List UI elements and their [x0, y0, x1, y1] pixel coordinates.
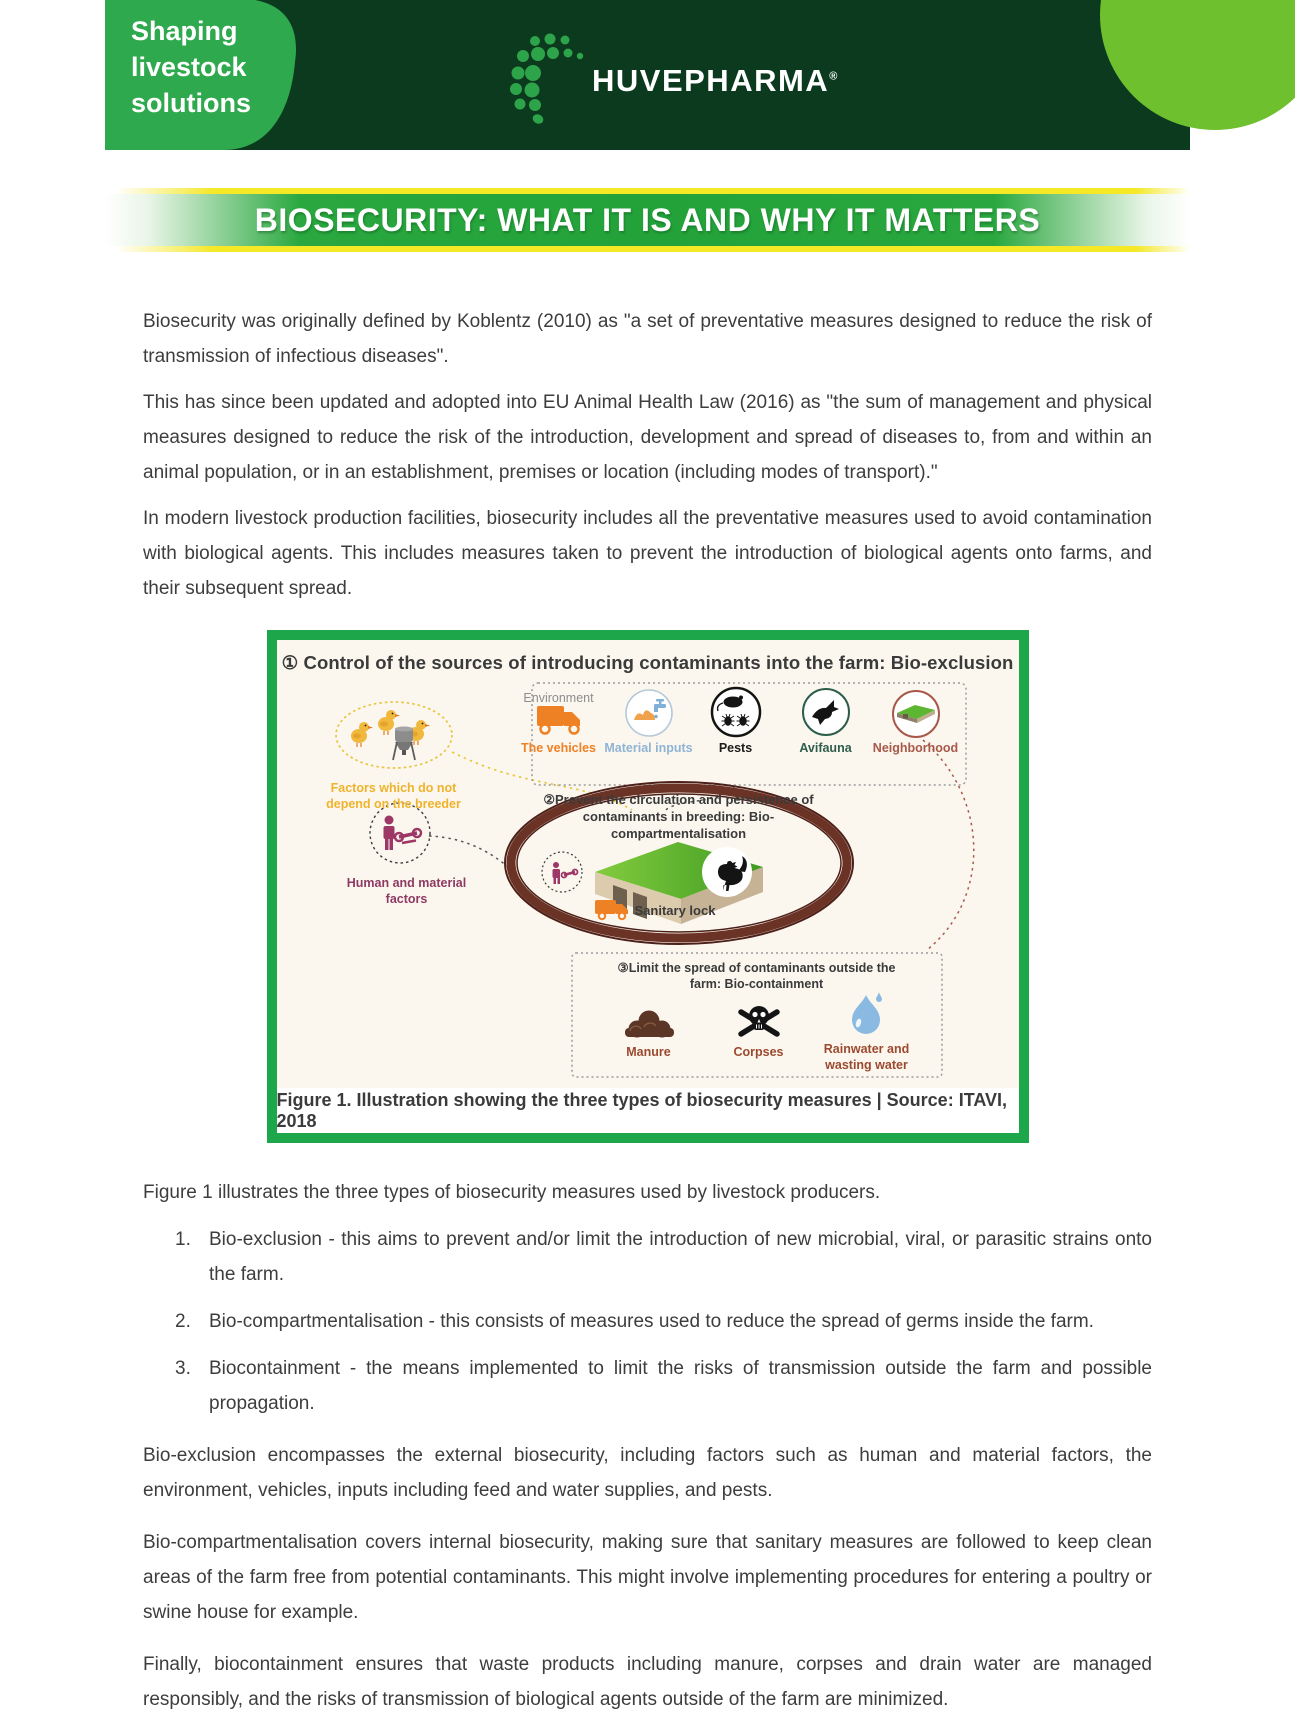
water-drop-icon [852, 993, 882, 1035]
bio-exclusion-paragraph: Bio-exclusion encompasses the external biosecurity, including factors such as human and material factors, the environment, vehicles, inputs including feed and water supplies, and pests. [143, 1445, 1152, 1501]
figure-heading: ① Control of the sources of introducing contaminants into the farm: Bio-exclusion [281, 652, 1014, 673]
intro-paragraph-3: In modern livestock production facilities, biosecurity includes all the preventative measures used to avoid contamination with biological agents. This includes measures taken to prevent the introduction of biological agents onto farms, and their subsequent spread. [143, 508, 1152, 599]
list-item-number: 3. [175, 1358, 191, 1379]
human-factors-label: Human and material factors [346, 876, 467, 907]
vehicles-label: The vehicles [520, 741, 597, 755]
biosecurity-types-list [143, 1222, 1152, 1421]
intro-paragraph-1: Biosecurity was originally defined by Koblentz (2010) as "a set of preventative measures designed to reduce the risk of transmission of infectious diseases". [143, 311, 1152, 367]
list-item-text: Bio-exclusion - this aims to prevent and/or limit the introduction of new microbial, viral, or parasitic strains onto the farm. [209, 1229, 1152, 1285]
manure-label: Manure [626, 1045, 671, 1059]
bird-icon [803, 689, 849, 735]
skull-icon [741, 1006, 777, 1034]
environment-label: Environment [523, 691, 594, 705]
avifauna-label: Avifauna [799, 741, 852, 755]
title-banner [105, 188, 1190, 252]
list-item-text: Bio-compartmentalisation - this consists of measures used to reduce the spread of germs inside the farm. [209, 1311, 1094, 1332]
figure-caption: Figure 1. Illustration showing the three types of biosecurity measures | Source: ITAVI, 2018 [277, 1088, 1019, 1133]
list-item-text: Biocontainment - the means implemented to limit the risks of transmission outside the farm and possible propagation. [209, 1358, 1152, 1414]
brand-text: HUVEPHARMA [592, 63, 830, 98]
brand-logo [508, 26, 837, 126]
intro-paragraph-2: This has since been updated and adopted into EU Animal Health Law (2016) as "the sum of management and physical measures designed to reduce the risk of the introduction, development and spread of diseases to, from and within an animal population, or in an establishment, premises or location (including modes of transport)." [143, 392, 1152, 483]
list-item [143, 1222, 1152, 1292]
breeder-factors-label: Factors which do not depend on the breeder [326, 781, 461, 812]
figure-intro-paragraph: Figure 1 illustrates the three types of biosecurity measures used by livestock producers. [143, 1182, 881, 1203]
document-body [105, 304, 1190, 1717]
figure-1 [267, 630, 1029, 1143]
brand-tagline: Shaping livestock solutions [131, 16, 251, 118]
list-item [143, 1304, 1152, 1339]
pests-icon [712, 688, 760, 736]
entry-check-circle [542, 852, 582, 892]
list-item-number: 2. [175, 1311, 191, 1332]
figure-illustration [277, 640, 1019, 1088]
feed-silo-icon [393, 727, 415, 761]
registered-mark: ® [829, 70, 838, 83]
pests-label: Pests [718, 741, 753, 755]
corpses-label: Corpses [733, 1045, 784, 1059]
person-wrench-small-icon [552, 862, 577, 884]
figure-illustration-svg [277, 640, 1019, 1088]
header-corner-decoration [1100, 0, 1295, 130]
person-wrench-icon [383, 816, 421, 851]
truck-icon [537, 706, 580, 734]
list-item [143, 1351, 1152, 1421]
biocontainment-paragraph: Finally, biocontainment ensures that waste products including manure, corpses and drain water are managed responsibly, and the risks of transmission of biological agents outside of the farm are minimized. [143, 1654, 1152, 1710]
huvepharma-dots-icon [508, 26, 586, 126]
material-inputs-icon [626, 690, 672, 736]
list-item-number: 1. [175, 1229, 191, 1250]
bio-containment-label: ③Limit the spread of contaminants outside the farm: Bio-containment [617, 961, 896, 992]
header [105, 0, 1190, 150]
rainwater-label: Rainwater and wasting water [823, 1042, 910, 1073]
manure-icon [625, 1011, 674, 1038]
bio-compartmentalisation-label: ②Prevent the circulation and persistence of contaminants in breeding: Bio-compartmentalisation [543, 792, 814, 841]
material-inputs-label: Material inputs [604, 741, 693, 755]
banner-bottom-rule [105, 246, 1190, 252]
page [105, 0, 1190, 1710]
chicks-icon [351, 710, 430, 747]
bio-compartmentalisation-paragraph: Bio-compartmentalisation covers internal biosecurity, making sure that sanitary measures are followed to keep clean areas of the farm free from potential contaminants. This might involve implementing procedures for entering a poultry or swine house for example. [143, 1532, 1152, 1623]
banner-band [105, 194, 1190, 246]
sanitary-lock-label: Sanitary lock [634, 903, 716, 918]
brand-name [592, 63, 837, 99]
neighborhood-icon [893, 691, 939, 737]
neighborhood-label: Neighborhood [872, 741, 959, 755]
page-title: BIOSECURITY: WHAT IT IS AND WHY IT MATTERS [254, 201, 1041, 238]
